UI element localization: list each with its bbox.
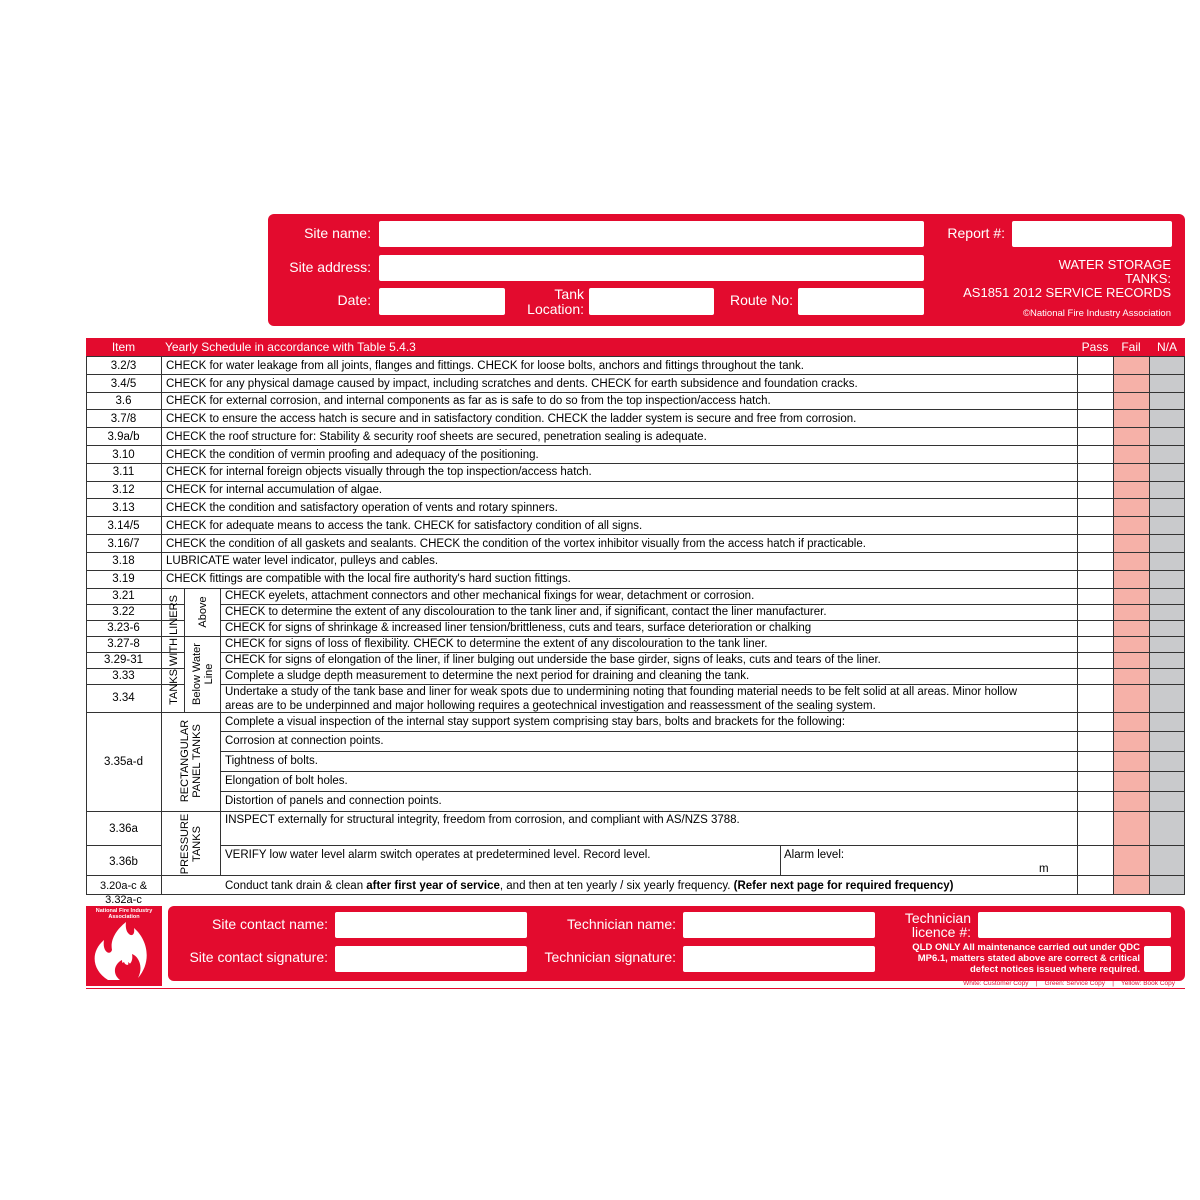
row-item: 3.33 (112, 670, 135, 682)
border-right (1184, 356, 1185, 895)
technician-name-label: Technician name: (567, 916, 676, 932)
row-text: CHECK for internal accumulation of algae. (166, 484, 383, 496)
fail-column (1113, 356, 1149, 894)
tank-location-label-line1: Tank (554, 286, 584, 302)
row-text: Corrosion at connection points. (225, 735, 384, 747)
drain-clean-text-bold1: after first year of service (366, 880, 500, 892)
date-field[interactable] (379, 288, 505, 315)
route-number-label: Route No: (729, 292, 793, 308)
site-address-label: Site address: (289, 259, 371, 275)
row-item: 3.20a-c & 3.32a-c (99, 880, 148, 906)
drain-clean-text (225, 879, 953, 893)
row-text: CHECK for any physical damage caused by impact, including scratches and dents. CHECK for earth subsidence and foundation cracks. (166, 378, 858, 390)
technician-name-field[interactable] (683, 912, 875, 938)
col-pass-header: Pass (1081, 340, 1109, 354)
row-text: CHECK the condition and satisfactory operation of vents and rotary spinners. (166, 502, 558, 514)
row-item: 3.34 (112, 692, 135, 704)
row-text: Undertake a study of the tank base and liner for weak spots due to undermining noting that founding material needs to be felt solid at all areas. Minor hollow (225, 686, 1018, 698)
qld-checkbox[interactable] (1144, 946, 1171, 972)
border-fail (1113, 356, 1114, 895)
logo-sub-text: Australia (136, 981, 162, 987)
row-item: 3.36b (109, 856, 138, 868)
site-contact-signature-label: Site contact signature: (189, 949, 328, 965)
technician-licence-label (873, 911, 971, 939)
site-address-field[interactable] (379, 255, 924, 281)
col-schedule-header: Yearly Schedule in accordance with Table 5.4.3 (165, 340, 416, 354)
alarm-unit: m (1039, 863, 1049, 875)
row-text: Tightness of bolts. (225, 755, 318, 767)
border-item (161, 356, 162, 895)
technician-licence-label-line2: licence #: (911, 924, 971, 940)
row-item: 3.11 (112, 466, 135, 478)
border-liners-group (184, 588, 185, 712)
copy-separator: | (1112, 980, 1114, 987)
logo-text-line1: National Fire Industry (95, 908, 153, 914)
copy-separator: | (1035, 980, 1038, 987)
row-text: CHECK eyelets, attachment connectors and other mechanical fixings for wear, detachment or corrosion. (225, 590, 755, 602)
row-item: 3.19 (112, 573, 135, 585)
report-number-label: Report #: (947, 225, 1005, 241)
qld-notice (876, 942, 1140, 975)
technician-signature-field[interactable] (683, 946, 875, 972)
col-na-header: N/A (1156, 340, 1177, 354)
border-pass (1077, 356, 1078, 895)
nfia-logo (86, 906, 162, 986)
row-item: 3.6 (115, 395, 132, 407)
row-text: CHECK to ensure the access hatch is secure and in satisfactory condition. CHECK the ladder system is secure and free from corrosion. (166, 413, 857, 425)
row-text: CHECK for signs of shrinkage & increased liner tension/brittleness, cuts and tears, surface deterioration or chalking (225, 622, 812, 634)
copy-green: Green: Service Copy (1044, 980, 1105, 987)
copy-distribution (900, 980, 1175, 987)
row-item: 3.12 (112, 484, 135, 496)
alarm-level-label: Alarm level: (784, 849, 845, 861)
pressure-group-label-line1: PRESSURE (179, 813, 191, 875)
flame-icon (86, 906, 162, 986)
pressure-group-label (179, 814, 203, 875)
row-text: CHECK the condition of vermin proofing and adequacy of the positioning. (166, 449, 539, 461)
row-item: 3.18 (112, 555, 135, 567)
site-contact-name-field[interactable] (335, 912, 527, 938)
row-item: 3.9a/b (107, 431, 140, 443)
form-title (963, 258, 1171, 300)
tank-location-field[interactable] (589, 288, 714, 315)
footer-panel (168, 906, 1185, 981)
row-item: 3.4/5 (110, 378, 137, 390)
logo-text-line2: Association (108, 914, 140, 920)
row-item: 3.23-6 (107, 622, 140, 634)
technician-licence-label-line1: Technician (904, 910, 971, 926)
copyright-text: ©National Fire Industry Association (1023, 308, 1171, 319)
row-text: CHECK fittings are compatible with the local fire authority's hard suction fittings. (166, 573, 571, 585)
qld-notice-line3: defect notices issued where required. (970, 964, 1140, 975)
form-title-line2: TANKS: (1125, 271, 1171, 286)
qld-notice-line1: QLD ONLY All maintenance carried out under QDC (912, 942, 1140, 953)
form-title-line3: AS1851 2012 SERVICE RECORDS (963, 285, 1171, 300)
row-text: VERIFY low water level alarm switch operates at predetermined level. Record level. (225, 849, 651, 861)
report-number-field[interactable] (1012, 221, 1172, 247)
row-item: 3.35a-d (103, 756, 143, 768)
drain-clean-text-part2: , and then at ten yearly / six yearly frequency. (499, 880, 734, 892)
site-name-label: Site name: (304, 225, 371, 241)
row-text: CHECK for external corrosion, and internal components as far as is safe to do so from the top inspection/access hatch. (166, 395, 771, 407)
row-item: 3.2/3 (110, 360, 137, 372)
row-text: INSPECT externally for structural integrity, freedom from corrosion, and compliant with AS/NZS 3788. (225, 814, 740, 826)
tank-location-label (508, 287, 584, 317)
row-item: 3.36a (109, 823, 138, 835)
row-item: 3.22 (112, 606, 135, 618)
row-text: Complete a visual inspection of the internal stay support system comprising stay bars, bolts and brackets for the following: (225, 716, 846, 728)
row-item: 3.29-31 (103, 654, 143, 666)
qld-notice-line2: MP6.1, matters stated above are correct & critical (917, 953, 1140, 964)
above-label: Above (197, 596, 209, 628)
row-text: CHECK to determine the extent of any discolouration to the tank liner and, if significant, contact the liner manufacturer. (225, 606, 827, 618)
pressure-group-label-line2: TANKS (191, 826, 203, 862)
form-title-line1: WATER STORAGE (1058, 257, 1171, 272)
row-text: Complete a sludge depth measurement to determine the next period for draining and cleaning the tank. (225, 670, 750, 682)
row-text: CHECK for signs of loss of flexibility. CHECK to determine the extent of any discolouration to the tank liner. (225, 638, 768, 650)
row-item: 3.13 (112, 502, 135, 514)
row-item: 3.14/5 (107, 520, 140, 532)
row-text: Distortion of panels and connection points. (225, 795, 442, 807)
below-water-label-line1: Below Water (191, 643, 203, 705)
na-column (1149, 356, 1185, 894)
below-water-label (191, 643, 215, 705)
row-text: CHECK for internal foreign objects visually through the top inspection/access hatch. (166, 466, 592, 478)
row-text: CHECK for water leakage from all joints, flanges and fittings. CHECK for loose bolts, anchors and fittings throughout the tank. (166, 360, 804, 372)
row-item: 3.21 (112, 590, 135, 602)
col-fail-header: Fail (1121, 340, 1141, 354)
copy-white: White: Customer Copy (963, 980, 1029, 987)
tank-location-label-line2: Location: (527, 301, 584, 317)
date-label: Date: (337, 292, 371, 308)
rect-group-label-line1: RECTANGULAR (179, 719, 191, 803)
header-panel (268, 214, 1185, 326)
liners-group-label: TANKS WITH LINERS (168, 595, 180, 705)
technician-licence-field[interactable] (978, 912, 1171, 938)
alarm-level-field[interactable] (846, 847, 1031, 873)
border-alarm (780, 845, 781, 875)
row-item: 3.27-8 (107, 638, 140, 650)
copy-yellow: Yellow: Book Copy (1121, 980, 1175, 987)
below-water-label-line2: Line (203, 663, 215, 685)
checklist-table (86, 338, 1185, 906)
border-liners-sub (220, 588, 221, 712)
row-item: 3.16/7 (107, 538, 140, 550)
rect-group-label-line2: PANEL TANKS (191, 724, 203, 798)
site-name-field[interactable] (379, 221, 924, 247)
drain-clean-text-bold2: (Refer next page for required frequency) (733, 880, 954, 892)
row-text: CHECK the condition of all gaskets and sealants. CHECK the condition of the vortex inhibitor visually from the access hatch if practicable. (166, 538, 866, 550)
site-contact-name-label: Site contact name: (212, 916, 328, 932)
footer-rule (86, 988, 1185, 989)
route-number-field[interactable] (798, 288, 924, 315)
row-text: Elongation of bolt holes. (225, 775, 348, 787)
col-item-header: Item (111, 340, 136, 354)
row-text: CHECK the roof structure for: Stability & security roof sheets are secured, penetration sealing is adequate. (166, 431, 707, 443)
drain-clean-text-part1: Conduct tank drain & clean (225, 880, 367, 892)
border-na (1149, 356, 1150, 895)
site-contact-signature-field[interactable] (335, 946, 527, 972)
row-item: 3.10 (112, 449, 135, 461)
technician-signature-label: Technician signature: (544, 949, 676, 965)
row-text: LUBRICATE water level indicator, pulleys and cables. (166, 555, 439, 567)
row-text: CHECK for signs of elongation of the liner, if liner bulging out underside the base girder, signs of leaks, cuts and tears of the liner. (225, 654, 881, 666)
border-pressure-group (220, 811, 221, 875)
row-text: CHECK for adequate means to access the tank. CHECK for satisfactory condition of all signs. (166, 520, 643, 532)
row-item: 3.7/8 (110, 413, 137, 425)
rect-group-label (179, 720, 203, 802)
row-text: areas are to be underpinned and major hollowing requires a geotechnical investigation and reassessment of the sealing system. (225, 700, 876, 712)
